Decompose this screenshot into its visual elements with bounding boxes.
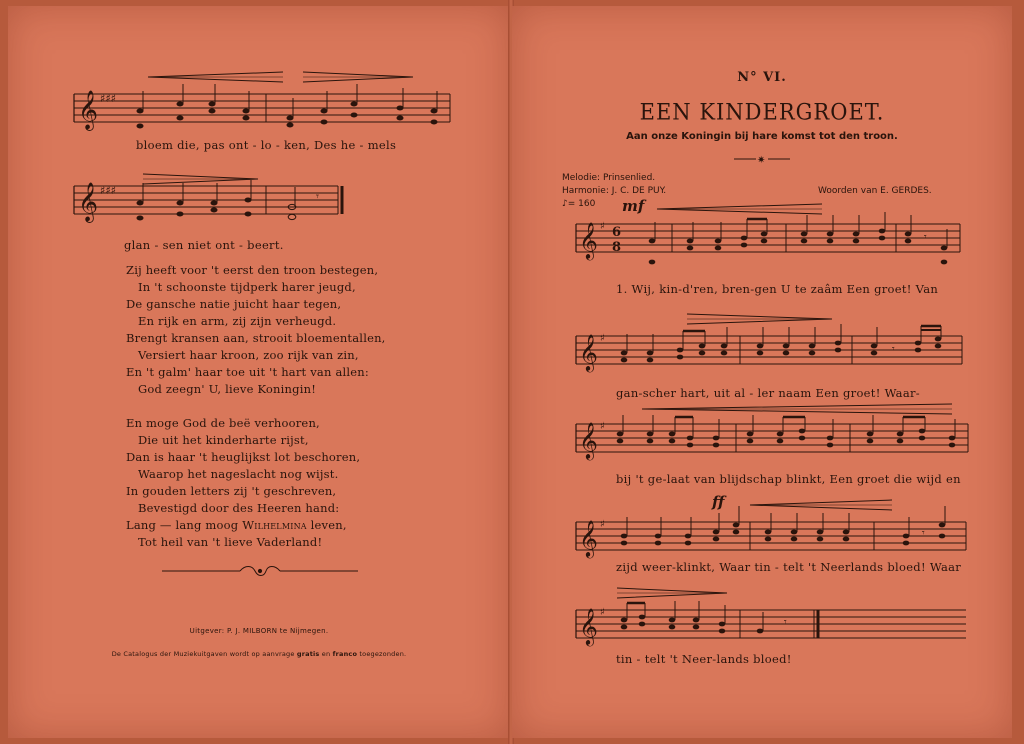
quarter-note-icon: ♪	[562, 199, 568, 209]
verse-2-line-6: Bevestigd door des Heeren hand:	[138, 501, 340, 515]
tempo-value: = 160	[567, 199, 596, 209]
catalog-franco: franco	[332, 650, 358, 658]
music-staff-r2	[512, 302, 1012, 382]
lyric-r4: zijd weer-klinkt, Waar tin - telt 't Neerlands bloed! Waar	[616, 560, 962, 574]
verse-2-line-3: Dan is haar 't heuglijkst lot beschoren,	[126, 450, 361, 464]
svg-text:𝄞: 𝄞	[78, 182, 99, 222]
svg-text:𝄞: 𝄞	[579, 421, 598, 459]
dynamic-mf: mf	[622, 197, 645, 215]
music-staff-r1	[512, 198, 1012, 278]
verse-1-line-1: Zij heeft voor 't eerst den troon bestegen,	[126, 263, 379, 277]
verse-1-line-3: De gansche natie juicht haar tegen,	[126, 297, 342, 311]
catalog-text-mid: en	[319, 650, 333, 658]
svg-text:𝄞: 𝄞	[579, 221, 598, 259]
svg-text:𝄞: 𝄞	[579, 519, 598, 557]
svg-text:♯: ♯	[600, 333, 605, 344]
svg-text:𝄞: 𝄞	[579, 333, 598, 371]
svg-text:𝄾: 𝄾	[316, 190, 319, 203]
svg-text:𝄾: 𝄾	[892, 344, 895, 355]
music-staff-2	[8, 158, 510, 248]
verse-2-line-7	[126, 517, 386, 534]
time-signature-top: 6	[612, 225, 622, 240]
lyric-line-2: glan - sen niet ont - beert.	[124, 238, 284, 252]
lyric-r5: tin - telt 't Neer-lands bloed!	[616, 652, 792, 666]
time-signature-bottom: 8	[612, 240, 622, 255]
verse-2-line-7-end: leven,	[306, 518, 347, 532]
song-dedication: Aan onze Koningin bij hare komst tot den troon.	[626, 131, 898, 142]
catalog-note	[8, 650, 510, 658]
svg-text:♯♯♯: ♯♯♯	[100, 92, 116, 105]
svg-text:𝄞: 𝄞	[78, 90, 99, 130]
svg-text:𝄾: 𝄾	[784, 617, 787, 628]
verse-1-line-8: God zeegn' U, lieve Koningin!	[138, 382, 317, 396]
wilhelmina-name: Wilhelmina	[242, 518, 307, 532]
woorden-credit: Woorden van E. GERDES.	[818, 186, 932, 196]
svg-text:♯: ♯	[600, 519, 605, 530]
left-page	[8, 6, 510, 738]
verse-2-line-5: In gouden letters zij 't geschreven,	[126, 484, 337, 498]
svg-text:𝄾: 𝄾	[922, 528, 925, 539]
lyric-r2: gan-scher hart, uit al - ler naam Een groet! Waar-	[616, 386, 920, 400]
verse-2-line-1: En moge God de beë verhooren,	[126, 416, 320, 430]
verse-1-line-7: En 't galm' haar toe uit 't hart van allen:	[126, 365, 369, 379]
svg-text:𝄾: 𝄾	[924, 232, 927, 243]
verse-2-line-2: Die uit het kinderharte rijst,	[138, 433, 309, 447]
flourish-ornament	[160, 564, 360, 578]
svg-text:𝄞: 𝄞	[579, 607, 598, 645]
song-number: N° VI.	[737, 70, 787, 85]
lyric-r1: 1. Wij, kin-d'ren, bren-gen U te zaâm Een groet! Van	[616, 282, 939, 296]
catalog-text-start: De Catalogus der Muziekuitgaven wordt op aanvrage	[111, 650, 297, 658]
music-staff-r3	[512, 400, 1012, 480]
verse-1	[126, 262, 386, 551]
music-staff-r4	[512, 490, 1012, 570]
catalog-text-end: toegezonden.	[357, 650, 407, 658]
verse-1-line-4: En rijk en arm, zij zijn verheugd.	[138, 314, 337, 328]
lyric-r3: bij 't ge-laat van blijdschap blinkt, Een groet die wijd en	[616, 472, 961, 486]
dynamic-ff: ff	[712, 493, 725, 511]
svg-text:♯: ♯	[600, 421, 605, 432]
publisher-line: Uitgever: P. J. MILBORN te Nijmegen.	[189, 627, 329, 635]
song-title: EEN KINDERGROET.	[639, 99, 885, 125]
verse-1-line-6: Versiert haar kroon, zoo rijk van zin,	[138, 348, 359, 362]
title-ornament	[732, 154, 792, 164]
melodie-credit: Melodie: Prinsenlied.	[562, 173, 656, 183]
catalog-gratis: gratis	[296, 650, 320, 658]
verse-2-line-4: Waarop het nageslacht nog wijst.	[138, 467, 339, 481]
music-staff-r5	[512, 580, 1012, 660]
svg-text:♯: ♯	[600, 607, 605, 618]
verse-2-line-8: Tot heil van 't lieve Vaderland!	[138, 535, 323, 549]
harmonie-credit: Harmonie: J. C. DE PUY.	[562, 186, 667, 196]
svg-text:♯♯♯: ♯♯♯	[100, 184, 116, 197]
verse-2-line-7-start: Lang — lang moog	[126, 518, 243, 532]
right-page	[512, 6, 1012, 738]
verse-1-line-2: In 't schoonste tijdperk harer jeugd,	[138, 280, 356, 294]
svg-text:♯: ♯	[600, 221, 605, 232]
verse-1-line-5: Brengt kransen aan, strooit bloementallen,	[126, 331, 386, 345]
svg-text:✷: ✷	[757, 155, 766, 164]
lyric-line-1: bloem die, pas ont - lo - ken, Des he - mels	[136, 138, 397, 152]
